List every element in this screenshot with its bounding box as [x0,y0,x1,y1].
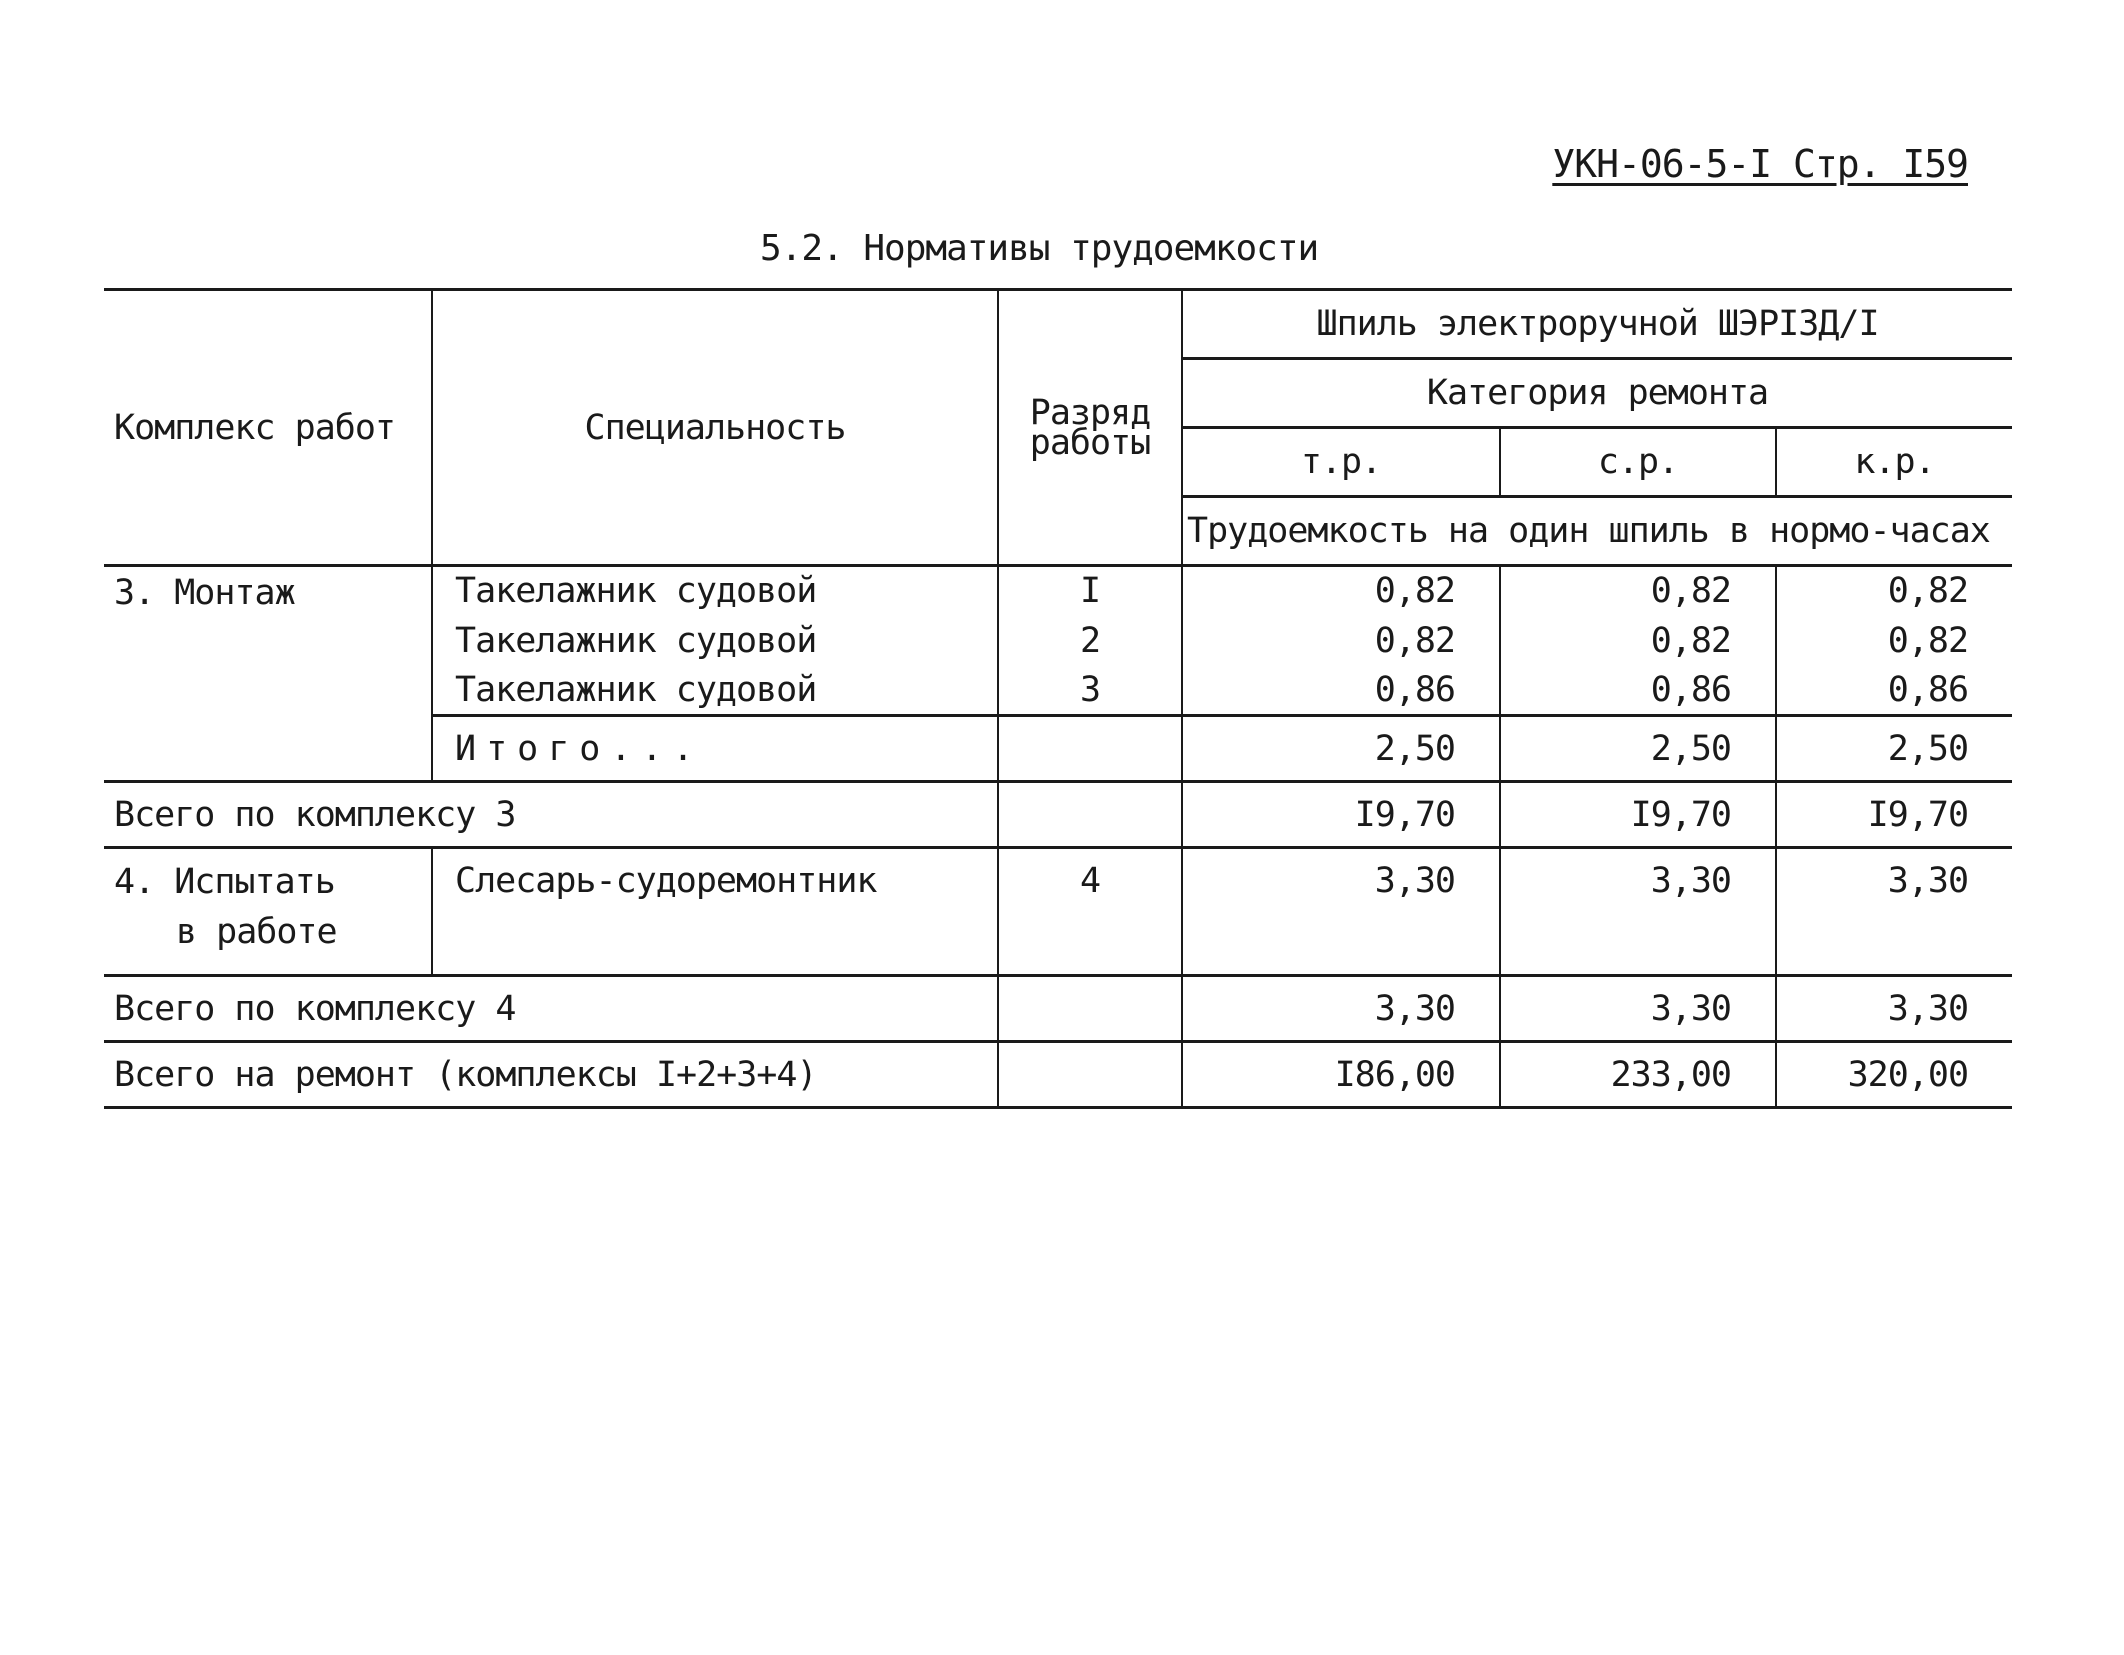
col-header-complex: Комплекс работ [104,290,432,566]
col-header-equipment: Шпиль электроручной ШЭРI3Д/I [1182,290,2012,359]
col-header-tr: т.р. [1182,428,1500,497]
value-kr: 0,82 [1776,566,2012,616]
total-row-complex-3 [104,782,2012,848]
value-tr: 0,82 [1182,616,1500,666]
col-header-repair-category: Категория ремонта [1182,359,2012,428]
specialty-cell: Такелажник судовой [432,566,998,616]
document-reference: УКН-06-5-I Стр. I59 [1552,142,1968,186]
value-kr: 3,30 [1776,848,2012,976]
rank-cell: 4 [998,848,1182,976]
rank-cell: 2 [998,616,1182,666]
value-kr: I9,70 [1776,782,2012,848]
header-row-1 [104,290,2012,359]
value-tr: 3,30 [1182,848,1500,976]
value-tr: I9,70 [1182,782,1500,848]
value-kr: 320,00 [1776,1042,2012,1108]
table-row [104,848,2012,976]
value-kr: 0,86 [1776,666,2012,716]
rank-cell-empty [998,716,1182,782]
rank-cell-empty [998,782,1182,848]
value-kr: 2,50 [1776,716,2012,782]
value-sr: 2,50 [1500,716,1776,782]
value-tr: 3,30 [1182,976,1500,1042]
value-tr: I86,00 [1182,1042,1500,1108]
col-header-sr: с.р. [1500,428,1776,497]
total-label: Всего по комплексу 4 [104,976,998,1042]
value-sr: 0,82 [1500,566,1776,616]
col-header-labor-note: Трудоемкость на один шпиль в нормо-часах [1182,497,2012,566]
labor-norms-table [104,288,2012,1109]
value-tr: 0,86 [1182,666,1500,716]
complex-test-line2: в работе [176,912,337,952]
rank-cell: I [998,566,1182,616]
total-label: Всего по комплексу 3 [104,782,998,848]
specialty-cell: Слесарь-судоремонтник [432,848,998,976]
specialty-cell: Такелажник судовой [432,666,998,716]
grand-total-row [104,1042,2012,1108]
complex-test-line1: 4. Испытать [114,862,335,902]
col-header-specialty: Специальность [432,290,998,566]
rank-cell-empty [998,976,1182,1042]
col-header-kr: к.р. [1776,428,2012,497]
specialty-cell: Такелажник судовой [432,616,998,666]
grand-total-label: Всего на ремонт (комплексы I+2+3+4) [104,1042,998,1108]
complex-montazh: 3. Монтаж [104,566,432,782]
value-tr: 2,50 [1182,716,1500,782]
value-sr: 233,00 [1500,1042,1776,1108]
value-sr: 0,86 [1500,666,1776,716]
complex-test [104,848,432,976]
subtotal-label: Итого... [432,716,998,782]
document-title: 5.2. Нормативы трудоемкости [760,228,1319,269]
table-row [104,566,2012,616]
rank-cell: 3 [998,666,1182,716]
value-sr: 3,30 [1500,976,1776,1042]
total-row-complex-4 [104,976,2012,1042]
rank-cell-empty [998,1042,1182,1108]
value-sr: I9,70 [1500,782,1776,848]
value-sr: 0,82 [1500,616,1776,666]
value-kr: 0,82 [1776,616,2012,666]
col-header-rank: Разряд работы [998,290,1182,566]
value-tr: 0,82 [1182,566,1500,616]
value-sr: 3,30 [1500,848,1776,976]
value-kr: 3,30 [1776,976,2012,1042]
